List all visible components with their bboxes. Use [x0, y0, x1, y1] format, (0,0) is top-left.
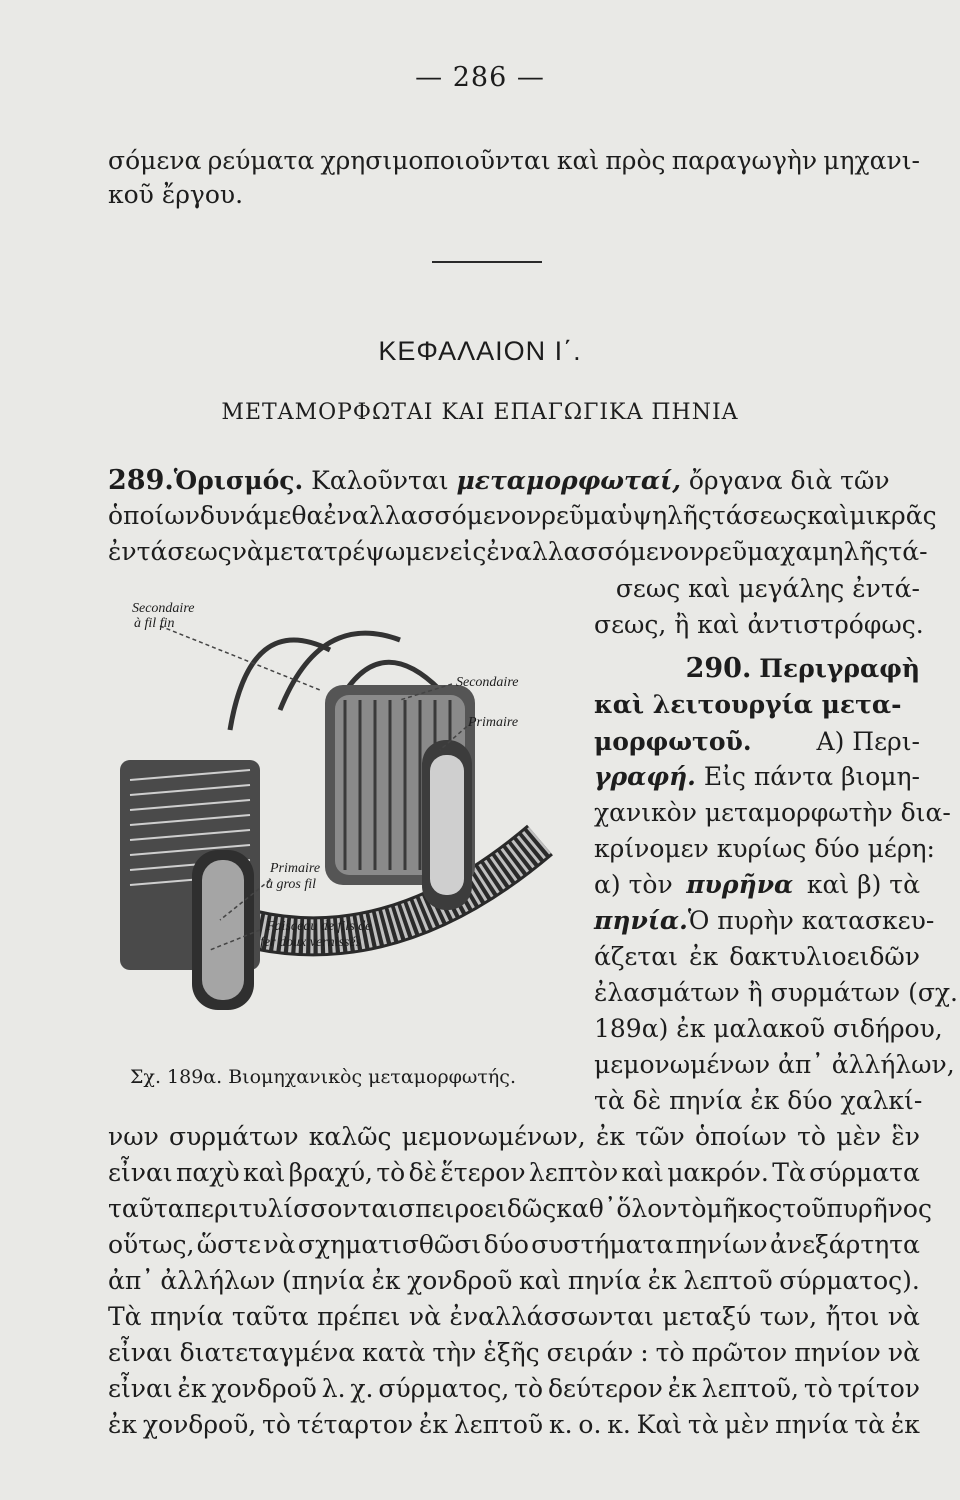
transformer-illustration: [100, 590, 580, 1060]
word: καλῶς: [308, 1122, 392, 1151]
word: ὥστε: [196, 1230, 262, 1259]
word: ἐκ: [108, 1410, 138, 1439]
word: κατὰ: [362, 1338, 426, 1367]
word: ὁποίων: [108, 501, 200, 530]
section-heading: καὶ λειτουργία μετα-: [594, 690, 902, 719]
text-line: [108, 1340, 920, 1365]
text-line: μεμονωμένων ἀπ᾽ ἀλλήλων,: [594, 1050, 955, 1079]
word: τά-: [888, 537, 928, 566]
word: καὶ: [243, 1158, 286, 1187]
text-span: α) τὸν: [594, 870, 673, 899]
word: ἐκ: [689, 942, 719, 971]
word: ἤτοι: [825, 1302, 880, 1331]
word: σχηματισθῶσι: [297, 1230, 482, 1259]
word: καθ᾽: [556, 1194, 617, 1223]
word: πηνία: [150, 1302, 224, 1331]
defined-term: μεταμορφωταί,: [456, 466, 681, 495]
word: ὁποίων: [694, 1122, 787, 1151]
word: ταῦτα: [231, 1302, 309, 1331]
word: ἐκ: [667, 1374, 697, 1403]
label-primaire: Primaire: [468, 715, 519, 730]
word: Τὰ: [108, 1302, 142, 1331]
word: Καὶ: [636, 1410, 683, 1439]
figure-caption: Σχ. 189α. Βιομηχανικὸς μεταμορφωτής.: [130, 1066, 516, 1088]
text-span: Εἰς πάντα βιομη-: [703, 762, 920, 791]
section-heading: Περιγραφὴ: [759, 654, 920, 683]
word: ταῦτα: [108, 1194, 185, 1223]
word: περιτυλίσσονται: [184, 1194, 399, 1223]
defined-term: πηνία.: [594, 906, 688, 935]
word: πηνία: [567, 1266, 642, 1295]
text-line: [108, 1232, 920, 1257]
word: πηνία: [775, 1410, 849, 1439]
word: μῆκος: [706, 1194, 783, 1223]
label-primaire-gros: à gros fil: [266, 877, 317, 892]
word: νὰ: [887, 1338, 920, 1367]
word: νὰ: [887, 1302, 920, 1331]
word: ὑψηλῆς: [617, 501, 712, 530]
word: μακρόν.: [667, 1158, 769, 1187]
word: μὲν: [836, 1122, 882, 1151]
word: ρεῦμα: [541, 501, 618, 530]
word: νὰ: [408, 1302, 441, 1331]
word: σύρματα: [809, 1158, 920, 1187]
word: καὶ: [556, 146, 600, 175]
word: τὸ: [262, 1410, 291, 1439]
word: καὶ: [807, 501, 850, 530]
word: δεύτερον: [547, 1374, 663, 1403]
word: μεμονωμένων,: [401, 1122, 586, 1151]
primary-coil-face: [202, 860, 244, 1000]
text-line: [108, 537, 928, 566]
word: μετατρέψωμεν: [263, 537, 450, 566]
word: ἓν: [891, 1122, 920, 1151]
section-heading: Ὁρισμός.: [173, 466, 304, 495]
word: τὸ: [797, 1122, 826, 1151]
word: ο.: [578, 1410, 602, 1439]
text-line: κρίνομεν κυρίως δύο μέρη:: [594, 834, 935, 863]
word: ἑξῆς: [483, 1338, 540, 1367]
word: συρμάτων: [169, 1122, 299, 1151]
label-secondaire-fin: à fil fin: [134, 616, 175, 631]
word: ἐναλλασσόμενον: [323, 501, 542, 530]
word: ἐναλλάσσωνται: [449, 1302, 654, 1331]
word: ἐκ: [647, 1266, 677, 1295]
word: ἐκ: [596, 1122, 626, 1151]
word: λ.: [321, 1374, 346, 1403]
word: τὸ: [514, 1374, 544, 1403]
word: μεταξύ: [662, 1302, 752, 1331]
word: πυρῆνος: [826, 1194, 932, 1223]
word: τοῦ: [782, 1194, 827, 1223]
transformer-figure: [100, 590, 580, 1060]
word: νων: [108, 1122, 159, 1151]
word: πηνίον: [794, 1338, 881, 1367]
section-number: 289.: [108, 465, 174, 496]
text-line: [594, 906, 935, 935]
word: τὸ: [677, 1194, 707, 1223]
word: εἶναι: [108, 1338, 173, 1367]
defined-term: πυρῆνα: [686, 870, 794, 899]
word: δακτυλιοειδῶν: [729, 942, 920, 971]
word: κ.: [548, 1410, 573, 1439]
section-290-heading-line: [594, 655, 920, 682]
right-coil-face: [430, 755, 464, 895]
word: λεπτοῦ: [683, 1266, 773, 1295]
word: συστήματα: [531, 1230, 674, 1259]
text-line: σεως καὶ μεγάλης ἐντά-: [615, 574, 920, 603]
word: σόμενα: [108, 146, 202, 175]
word: ἐναλλασσόμενον: [486, 537, 705, 566]
word: λεπτὸν: [528, 1158, 619, 1187]
word: ἀλλήλων: [160, 1266, 276, 1295]
word: τὸ: [655, 1338, 685, 1367]
word: τὸ: [376, 1158, 406, 1187]
word: πρῶτον: [691, 1338, 788, 1367]
text-line: [108, 1160, 920, 1185]
word: ἐκ: [371, 1266, 401, 1295]
word: δύο: [483, 1230, 529, 1259]
word: εἰς: [449, 537, 487, 566]
word: χ.: [350, 1374, 374, 1403]
word: λεπτοῦ,: [701, 1374, 799, 1403]
word: σπειροειδῶς: [398, 1194, 557, 1223]
word: μικρᾶς: [849, 501, 937, 530]
defined-term: γραφή.: [594, 762, 696, 791]
subheading: Α) Περι-: [816, 727, 920, 756]
word: νὰ: [263, 1230, 296, 1259]
chapter-label: ΚΕΦΑΛΑΙΟΝ Ι΄.: [378, 336, 582, 366]
word: μηχανι-: [823, 146, 920, 175]
label-primaire-gros: Primaire: [270, 861, 321, 876]
word: δυνάμεθα: [199, 501, 324, 530]
text-span: Ὁ πυρὴν κατασκευ-: [687, 906, 935, 935]
section-289-first-line: [108, 467, 920, 494]
text-line: κοῦ ἔργου.: [108, 180, 244, 209]
section-number: 290.: [685, 653, 752, 684]
word: ἕτερον: [440, 1158, 526, 1187]
text-line: [594, 764, 920, 789]
word: ἀπ᾽: [108, 1266, 154, 1295]
text-line: σεως, ἢ καὶ ἀντιστρόφως.: [594, 610, 924, 639]
word: ρεῦμα: [704, 537, 781, 566]
word: χρησιμοποιοῦνται: [320, 146, 551, 175]
word: :: [640, 1338, 649, 1367]
word: πηνίων: [675, 1230, 768, 1259]
word: χονδροῦ: [211, 1374, 317, 1403]
text-span: καὶ β) τὰ: [806, 870, 920, 899]
text-line: ἐλασμάτων ἢ συρμάτων (σχ.: [594, 978, 958, 1007]
word: (πηνία: [281, 1266, 365, 1295]
word: ἐκ: [890, 1410, 920, 1439]
word: νὰ: [231, 537, 264, 566]
text-line: [108, 1304, 920, 1329]
word: σύρματος,: [378, 1374, 510, 1403]
page-number: — 286 —: [415, 62, 545, 93]
text-line: [108, 148, 920, 173]
word: ρεύματα: [207, 146, 315, 175]
word: μὲν: [724, 1410, 770, 1439]
text-line: χανικὸν μεταμορφωτὴν δια-: [594, 798, 951, 827]
word: οὕτως,: [108, 1230, 195, 1259]
word: άζεται: [594, 942, 678, 971]
word: τὰ: [687, 1410, 719, 1439]
text-line: [108, 1412, 920, 1437]
word: χονδροῦ,: [142, 1410, 257, 1439]
word: καὶ: [621, 1158, 664, 1187]
word: τὰ: [854, 1410, 886, 1439]
word: λεπτοῦ: [453, 1410, 544, 1439]
label-secondaire: Secondaire: [456, 675, 519, 690]
word: τρίτον: [837, 1374, 920, 1403]
word: ὅλον: [616, 1194, 678, 1223]
section-heading: μορφωτοῦ.: [594, 727, 752, 756]
word: παραγωγὴν: [671, 146, 818, 175]
text-span: ὄργανα διὰ τῶν: [688, 466, 890, 495]
text-line: [108, 501, 937, 530]
word: ἐκ: [418, 1410, 448, 1439]
word: σειράν: [546, 1338, 634, 1367]
word: κ.: [607, 1410, 631, 1439]
word: τὸ: [803, 1374, 833, 1403]
word: τῶν: [635, 1122, 685, 1151]
text-line: [108, 1124, 920, 1149]
word: ἀνεξάρτητα: [770, 1230, 920, 1259]
word: των,: [759, 1302, 818, 1331]
word: καὶ: [519, 1266, 562, 1295]
text-line: [594, 872, 920, 897]
word: σύρματος).: [779, 1266, 920, 1295]
text-span: Καλοῦνται: [311, 466, 449, 495]
word: βραχύ,: [288, 1158, 373, 1187]
text-line: τὰ δὲ πηνία ἐκ δύο χαλκί-: [594, 1086, 923, 1115]
word: ἐντάσεως: [108, 537, 232, 566]
word: Τὰ: [772, 1158, 806, 1187]
label-faisceau: Faisceau de fils de: [266, 919, 372, 934]
section-heading-line: [594, 729, 920, 754]
word: χονδροῦ: [407, 1266, 513, 1295]
word: εἶναι: [108, 1158, 173, 1187]
section-divider: [432, 261, 542, 263]
word: δὲ: [408, 1158, 438, 1187]
word: διατεταγμένα: [179, 1338, 356, 1367]
word: εἶναι: [108, 1374, 173, 1403]
chapter-title: ΜΕΤΑΜΟΡΦΩΤΑΙ ΚΑΙ ΕΠΑΓΩΓΙΚΑ ΠΗΝΙΑ: [221, 400, 739, 425]
word: πρέπει: [317, 1302, 401, 1331]
word: παχὺ: [175, 1158, 240, 1187]
word: χαμηλῆς: [780, 537, 889, 566]
text-line: [108, 1268, 920, 1293]
text-line: [594, 944, 920, 969]
word: ἐκ: [177, 1374, 207, 1403]
word: πρὸς: [605, 146, 666, 175]
section-heading-line: [594, 692, 920, 717]
word: τάσεως: [711, 501, 808, 530]
label-secondaire-fin: Secondaire: [132, 601, 195, 616]
text-line: [108, 1376, 920, 1401]
text-line: 189α) ἐκ μαλακοῦ σιδήρου,: [594, 1014, 943, 1043]
label-faisceau: fer doux vernissés: [260, 935, 362, 950]
word: τέταρτον: [296, 1410, 414, 1439]
word: τὴν: [432, 1338, 477, 1367]
text-line: [108, 1194, 932, 1223]
